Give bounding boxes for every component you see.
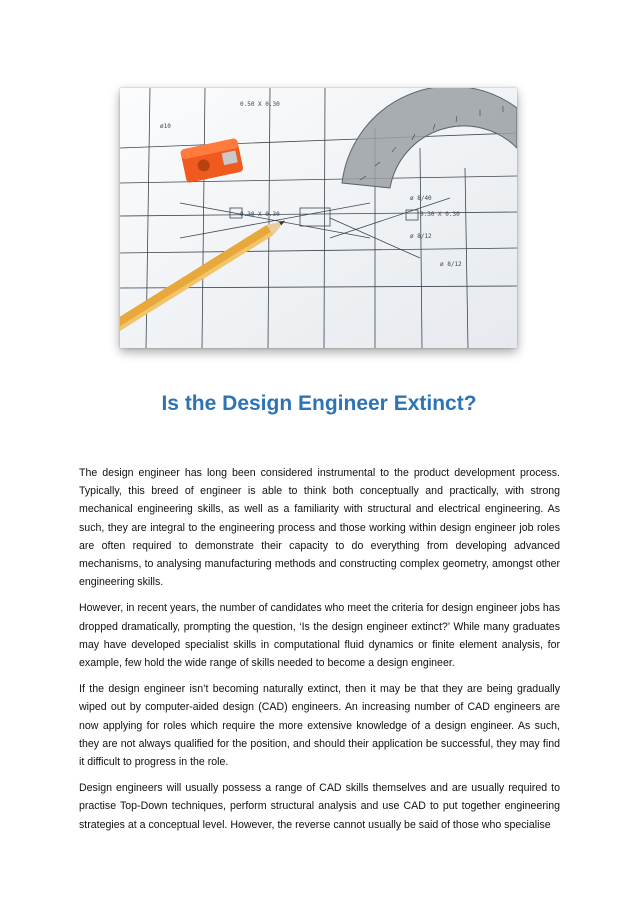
svg-text:0.30 X 0.30: 0.30 X 0.30 <box>240 211 280 218</box>
page-title: Is the Design Engineer Extinct? <box>161 392 477 415</box>
svg-text:ø 8/12: ø 8/12 <box>410 233 432 240</box>
hero-image <box>120 88 517 348</box>
svg-text:ø10: ø10 <box>160 123 171 130</box>
svg-text:ø 8/12: ø 8/12 <box>440 261 462 268</box>
paragraph: However, in recent years, the number of candidates who meet the criteria for design engineer jobs has dropped dramatically, prompting the question, ‘Is the design engineer extinct?’ While many graduates may have developed specialist skills in computational fluid dynamics or finite element analysis, for example, few hold the wide range of skills needed to become a design engineer. <box>79 602 560 670</box>
svg-text:0.50 X 0.30: 0.50 X 0.30 <box>240 101 280 108</box>
paragraph: The design engineer has long been considered instrumental to the product development process. Typically, this breed of engineer is able to think both conceptually and practically, with strong mechanical engineering skills, as well as a familiarity with structural and electrical engineering. As such, they are integral to the engineering process and those working within design engineer job roles are often required to demonstrate their capacity to do everything from developing advanced mechanisms, to analysing manufacturing methods and constructing complex geometry, amongst other engineering skills. <box>79 467 560 589</box>
paragraph: Design engineers will usually possess a range of CAD skills themselves and are usually required to practise Top-Down techniques, perform structural analysis and use CAD to put together engineering strategies at a conceptual level. However, the reverse cannot usually be said of those who specialise <box>79 782 560 831</box>
svg-text:0.30 X 0.30: 0.30 X 0.30 <box>420 211 460 218</box>
article-body <box>79 464 560 842</box>
paragraph: If the design engineer isn’t becoming naturally extinct, then it may be that they are being gradually wiped out by computer-aided design (CAD) engineers. An increasing number of CAD engineers are now applying for roles which require the more extensive knowledge of a design engineer. As such, they are not always qualified for the position, and should their application be successful, they may find it difficult to progress in the role. <box>79 683 560 769</box>
svg-text:ø 8/40: ø 8/40 <box>410 195 432 202</box>
